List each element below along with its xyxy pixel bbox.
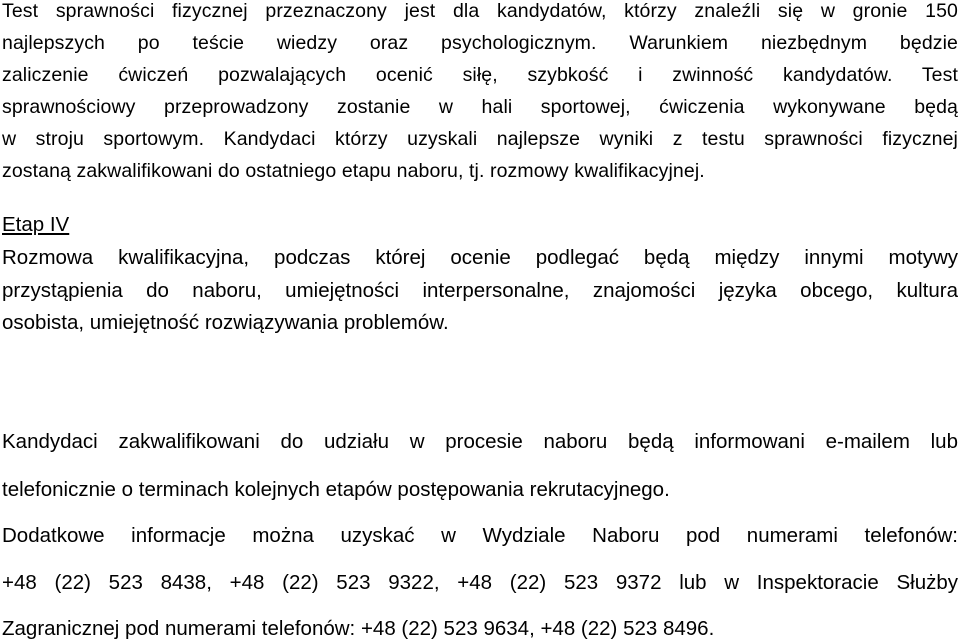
text-line: Kandydaci zakwalifikowani do udziału w procesie naboru będą informowani e-mailem lub bbox=[2, 432, 958, 453]
text-line: w stroju sportowym. Kandydaci którzy uzyskali najlepsze wyniki z testu sprawności fizycznej bbox=[2, 130, 958, 150]
text-line: zostaną zakwalifikowani do ostatniego etapu naboru, tj. rozmowy kwalifikacyjnej. bbox=[2, 162, 705, 182]
text-line: sprawnościowy przeprowadzony zostanie w hali sportowej, ćwiczenia wykonywane będą bbox=[2, 98, 958, 118]
text-line: przystąpienia do naboru, umiejętności interpersonalne, znajomości języka obcego, kultura bbox=[2, 281, 958, 302]
text-line: telefonicznie o terminach kolejnych etapów postępowania rekrutacyjnego. bbox=[2, 480, 670, 501]
text-line: zaliczenie ćwiczeń pozwalających ocenić siłę, szybkość i zwinność kandydatów. Test bbox=[2, 66, 958, 86]
text-line: Rozmowa kwalifikacyjna, podczas której ocenie podlegać będą między innymi motywy bbox=[2, 248, 958, 269]
text-line: Dodatkowe informacje można uzyskać w Wydziale Naboru pod numerami telefonów: bbox=[2, 526, 958, 547]
text-line: osobista, umiejętność rozwiązywania problemów. bbox=[2, 313, 449, 334]
text-line: Test sprawności fizycznej przeznaczony jest dla kandydatów, którzy znaleźli się w gronie 150 bbox=[2, 2, 958, 22]
section-heading: Etap IV bbox=[2, 215, 70, 236]
text-line: najlepszych po teście wiedzy oraz psychologicznym. Warunkiem niezbędnym będzie bbox=[2, 34, 958, 54]
text-line: Zagranicznej pod numerami telefonów: +48 (22) 523 9634, +48 (22) 523 8496. bbox=[2, 619, 715, 640]
text-line: +48 (22) 523 8438, +48 (22) 523 9322, +48 (22) 523 9372 lub w Inspektoracie Służby bbox=[2, 573, 958, 594]
